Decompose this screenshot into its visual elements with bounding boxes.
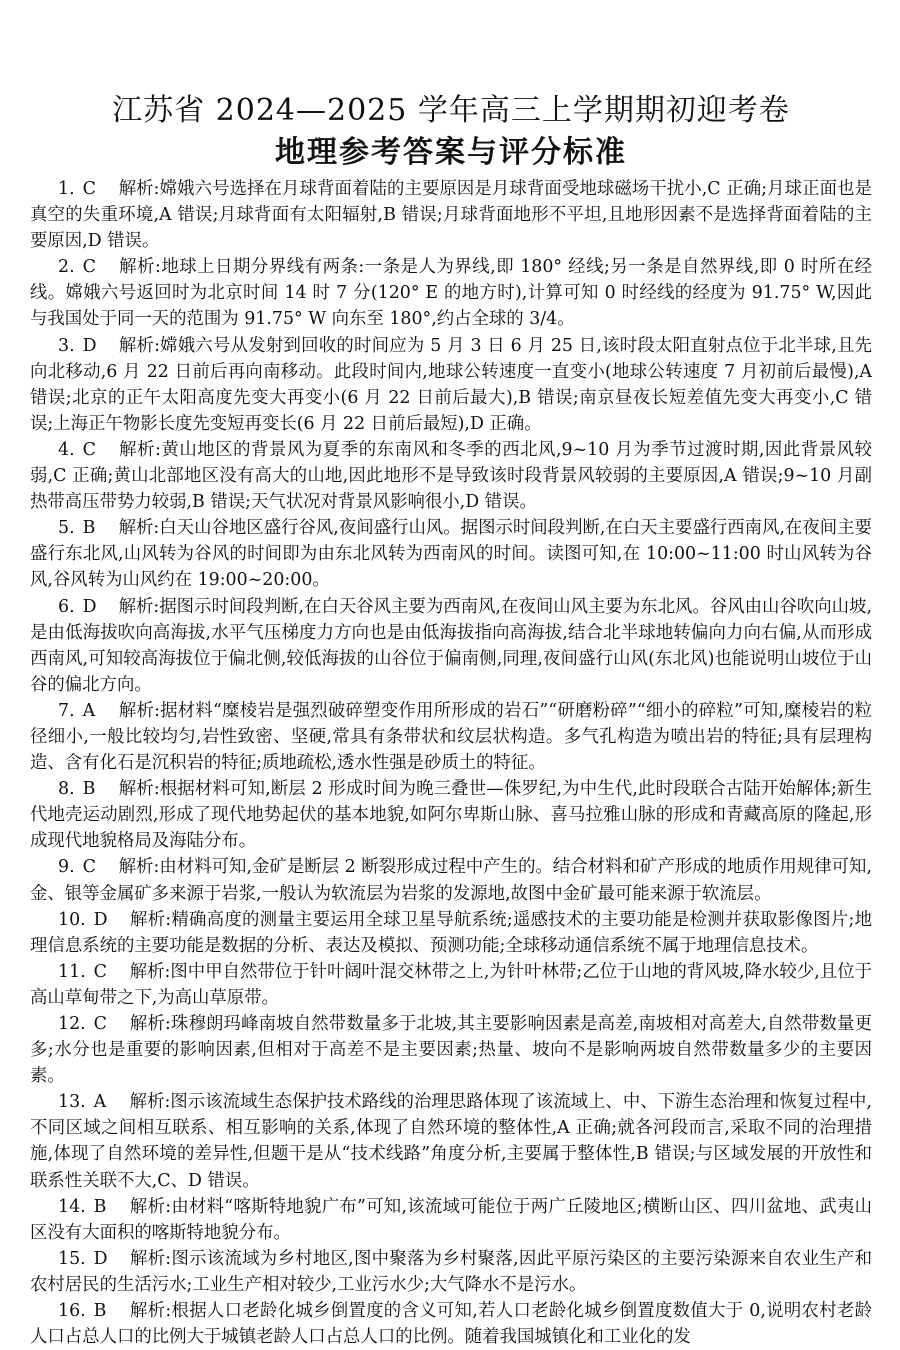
answer-explanation: 解析:据材料“糜棱岩是强烈破碎塑变作用所形成的岩石”“研磨粉碎”“细小的碎粒”可知,糜棱岩的粒径细小,一般比较均匀,岩性致密、坚硬,常具有条带状和纹层状构造。多气孔构造为喷出岩的特征;具有层理构造、含有化石是沉积岩的特征;质地疏松,透水性强是砂质土的特征。 [30, 700, 872, 774]
answer-choice: D [93, 1248, 108, 1269]
answer-explanation: 解析:嫦娥六号从发射到回收的时间应为 5 月 3 日 6 月 25 日,该时段太阳直射点位于北半球,且先向北移动,6 月 22 日前后再向南移动。此段时间内,地球公转速度一直变小(地球公转速度 7 月初前后最慢),A 错误;北京的正午太阳高度先变大再变小(6 月 22 日前后最大),B 错误;南京昼夜长短差值先变大再变小,C 错误;上海正午物影长度先变短再变长(6 月 22 日前后最短),D 正确。 [30, 335, 872, 434]
answer-explanation: 解析:由材料可知,金矿是断层 2 断裂形成过程中产生的。结合材料和矿产形成的地质作用规律可知,金、银等金属矿多来源于岩浆,一般认为软流层为岩浆的发源地,故图中金矿最可能来源于软流层。 [30, 857, 872, 904]
answer-choice: A [93, 1092, 107, 1113]
answer-item-16 [30, 1298, 872, 1350]
answer-choice: B [82, 779, 96, 800]
answer-list [30, 176, 872, 1350]
answer-explanation: 解析:地球上日期分界线有两条:一条是人为界线,即 180° 经线;另一条是自然界线,即 0 时所在经线。嫦娥六号返回时为北京时间 14 时 7 分(120° E 的地方时),计算可知 0 时经线的经度为 91.75° W,因此与我国处于同一天的范围为 91.75° W 向东至 180°,约占全球的 3/4。 [30, 257, 872, 330]
question-number: 5. [58, 518, 75, 539]
answer-choice: D [82, 335, 97, 356]
question-number: 11. [58, 961, 86, 982]
question-number: 10. [58, 909, 86, 930]
answer-choice: B [93, 1301, 107, 1322]
question-number: 13. [58, 1092, 86, 1113]
answer-explanation: 解析:图示该流域为乡村地区,图中聚落为乡村聚落,因此平原污染区的主要污染源来自农业生产和农村居民的生活污水;工业生产相对较少,工业污水少;大气降水不是污水。 [30, 1248, 872, 1295]
answer-explanation: 解析:根据人口老龄化城乡倒置度的含义可知,若人口老龄化城乡倒置度数值大于 0,说明农村老龄人口占总人口的比例大于城镇老龄人口占总人口的比例。随着我国城镇化和工业化的发 [30, 1301, 872, 1348]
document-subtitle: 地理参考答案与评分标准 [275, 135, 627, 170]
answer-item-9 [30, 854, 872, 906]
answer-item-4 [30, 437, 872, 515]
answer-item-3 [30, 333, 872, 437]
question-number: 2. [58, 257, 75, 278]
answer-item-12 [30, 1011, 872, 1089]
answer-item-10 [30, 907, 872, 959]
answer-choice: C [82, 857, 96, 878]
answer-item-1 [30, 176, 872, 254]
answer-explanation: 解析:图中甲自然带位于针叶阔叶混交林带之上,为针叶林带;乙位于山地的背风坡,降水较少,且位于高山草甸带之下,为高山草原带。 [30, 961, 872, 1008]
question-number: 14. [58, 1196, 86, 1217]
answer-choice: B [93, 1196, 107, 1217]
question-number: 16. [58, 1301, 86, 1322]
answer-choice: D [93, 909, 108, 930]
question-number: 12. [58, 1014, 86, 1034]
answer-item-15 [30, 1246, 872, 1298]
answer-item-6 [30, 594, 872, 698]
answer-item-7 [30, 698, 872, 776]
answer-explanation: 解析:白天山谷地区盛行谷风,夜间盛行山风。据图示时间段判断,在白天主要盛行西南风,在夜间主要盛行东北风,山风转为谷风的时间即为由东北风转为西南风的时间。读图可知,在 10:00~11:00 时山风转为谷风,谷风转为山风约在 19:00~20:00。 [30, 518, 872, 591]
answer-item-14 [30, 1194, 872, 1246]
answer-choice: D [82, 596, 97, 617]
answer-item-13 [30, 1089, 872, 1193]
document-title: 江苏省 2024—2025 学年高三上学期期初迎考卷 [112, 93, 790, 128]
answer-explanation: 解析:精确高度的测量主要运用全球卫星导航系统;遥感技术的主要功能是检测并获取影像图片;地理信息系统的主要功能是数据的分析、表达及模拟、预测功能;全球移动通信系统不属于地理信息技术。 [30, 909, 872, 956]
answer-explanation: 解析:嫦娥六号选择在月球背面着陆的主要原因是月球背面受地球磁场干扰小,C 正确;月球正面也是真空的失重环境,A 错误;月球背面有太阳辐射,B 错误;月球背面地形不平坦,且地形因素不是选择背面着陆的主要原因,D 错误。 [30, 179, 872, 252]
question-number: 1. [58, 179, 75, 199]
answer-explanation: 解析:据图示时间段判断,在白天谷风主要为西南风,在夜间山风主要为东北风。谷风由山谷吹向山坡,是由低海拔吹向高海拔,水平气压梯度力方向也是由低海拔指向高海拔,结合北半球地转偏向力向右偏,从而形成西南风,可知较高海拔位于偏北侧,较低海拔的山谷位于偏南侧,同理,夜间盛行山风(东北风)也能说明山坡位于山谷的偏北方向。 [30, 596, 872, 695]
answer-choice: C [93, 961, 107, 982]
question-number: 6. [58, 596, 75, 617]
question-number: 7. [58, 700, 75, 721]
question-number: 9. [58, 857, 75, 878]
answer-explanation: 解析:由材料“喀斯特地貌广布”可知,该流域可能位于两广丘陵地区;横断山区、四川盆地、武夷山区没有大面积的喀斯特地貌分布。 [30, 1196, 872, 1243]
answer-explanation: 解析:图示该流域生态保护技术路线的治理思路体现了该流域上、中、下游生态治理和恢复过程中,不同区域之间相互联系、相互影响的关系,体现了自然环境的整体性,A 正确;就各河段而言,采取不同的治理措施,体现了自然环境的差异性,但题干是从“技术线路”角度分析,主要属于整体性,B 错误;与区域发展的开放性和联系性关联不大,C、D 错误。 [30, 1092, 872, 1191]
answer-explanation: 解析:根据材料可知,断层 2 形成时间为晚三叠世—侏罗纪,为中生代,此时段联合古陆开始解体;新生代地壳运动剧烈,形成了现代地势起伏的基本地貌,如阿尔卑斯山脉、喜马拉雅山脉的形成和青藏高原的隆起,形成现代地貌格局及海陆分布。 [30, 779, 872, 852]
answer-choice: C [82, 257, 96, 278]
answer-item-5 [30, 515, 872, 593]
answer-choice: C [82, 439, 96, 460]
question-number: 15. [58, 1248, 86, 1269]
question-number: 8. [58, 779, 75, 800]
answer-choice: A [82, 700, 96, 721]
answer-explanation: 解析:黄山地区的背景风为夏季的东南风和冬季的西北风,9~10 月为季节过渡时期,因此背景风较弱,C 正确;黄山北部地区没有高大的山地,因此地形不是导致该时段背景风较弱的主要原因,A 错误;9~10 月副热带高压带势力较弱,B 错误;天气状况对背景风影响很小,D 错误。 [30, 439, 872, 513]
answer-choice: C [93, 1014, 107, 1034]
answer-choice: B [82, 518, 96, 539]
question-number: 3. [58, 335, 75, 356]
answer-item-8 [30, 776, 872, 854]
answer-choice: C [82, 179, 96, 199]
answer-explanation: 解析:珠穆朗玛峰南坡自然带数量多于北坡,其主要影响因素是高差,南坡相对高差大,自然带数量更多;水分也是重要的影响因素,但相对于高差不是主要因素;热量、坡向不是影响两坡自然带数量多少的主要因素。 [30, 1014, 872, 1087]
answer-item-11 [30, 959, 872, 1011]
answer-item-2 [30, 254, 872, 332]
question-number: 4. [58, 439, 75, 460]
